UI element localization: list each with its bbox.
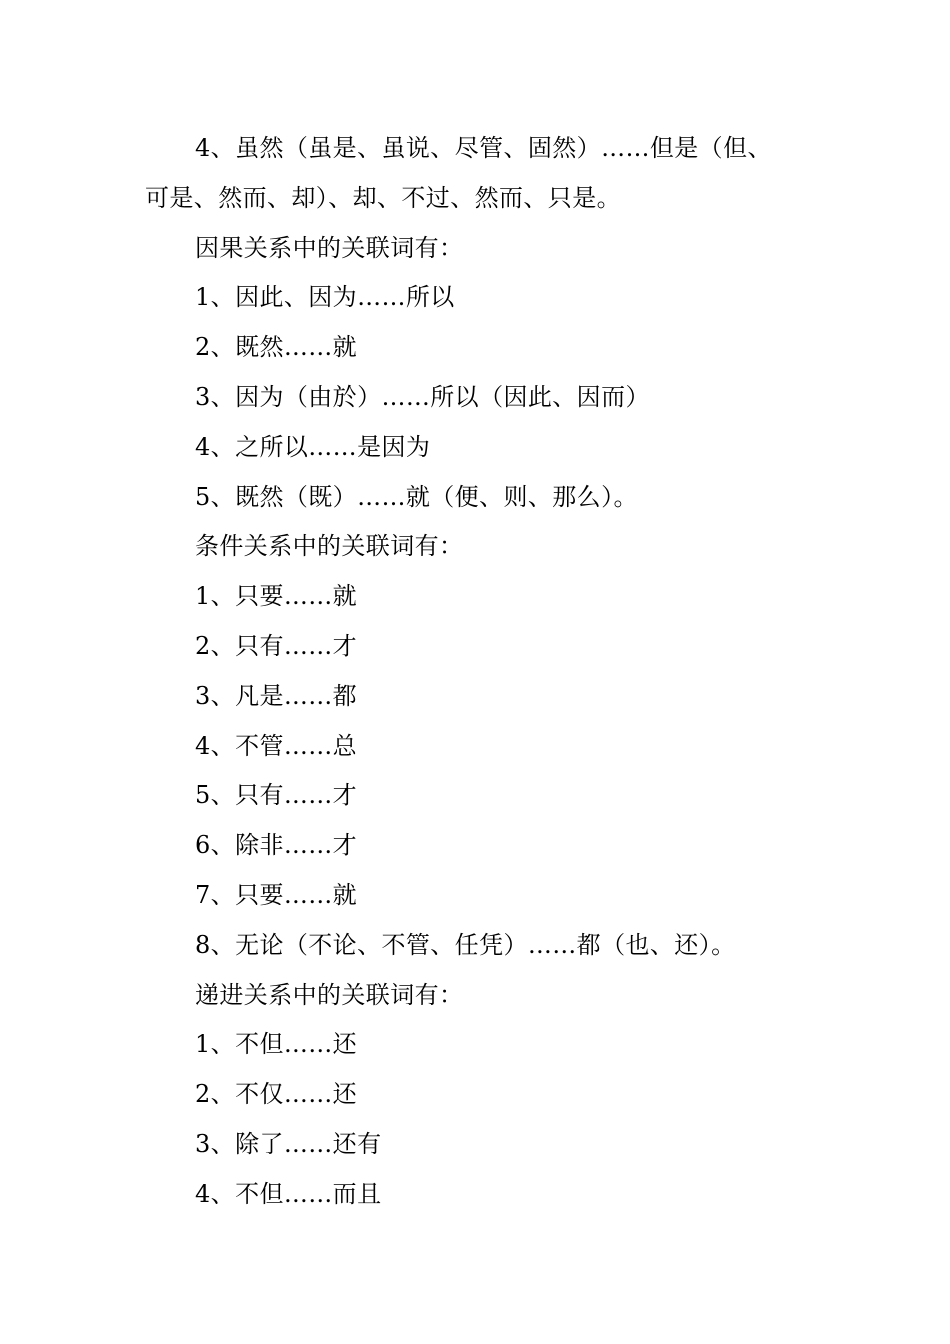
list-item: 2、不仅……还 (195, 1080, 358, 1109)
list-item: 2、既然……就 (195, 333, 358, 362)
list-item: 1、只要……就 (195, 582, 358, 611)
list-item: 4、不但……而且 (195, 1179, 382, 1208)
list-item: 6、除非……才 (195, 831, 358, 860)
list-item: 4、之所以……是因为 (195, 432, 431, 461)
document-body (145, 124, 805, 1220)
list-item: 2、只有……才 (195, 631, 358, 660)
section-heading: 因果关系中的关联词有： (195, 233, 464, 262)
list-item: 1、不但……还 (195, 1030, 358, 1059)
list-item: 5、既然（既）……就（便、则、那么）。 (195, 482, 638, 511)
section-heading: 递进关系中的关联词有： (195, 980, 464, 1009)
text-line: 可是、然而、却）、却、不过、然而、只是。 (145, 183, 621, 212)
list-item: 3、除了……还有 (195, 1129, 382, 1158)
list-item: 4、不管……总 (195, 731, 358, 760)
list-item: 3、凡是……都 (195, 681, 358, 710)
list-item: 1、因此、因为……所以 (195, 283, 455, 312)
list-item: 3、因为（由於）……所以（因此、因而） (195, 382, 650, 411)
list-item: 8、无论（不论、不管、任凭）……都（也、还）。 (195, 930, 736, 959)
list-item: 5、只有……才 (195, 781, 358, 810)
list-item: 7、只要……就 (195, 880, 358, 909)
text-line: 4、虽然（虽是、虽说、尽管、固然）……但是（但、 (195, 134, 772, 162)
section-heading: 条件关系中的关联词有： (195, 532, 464, 561)
